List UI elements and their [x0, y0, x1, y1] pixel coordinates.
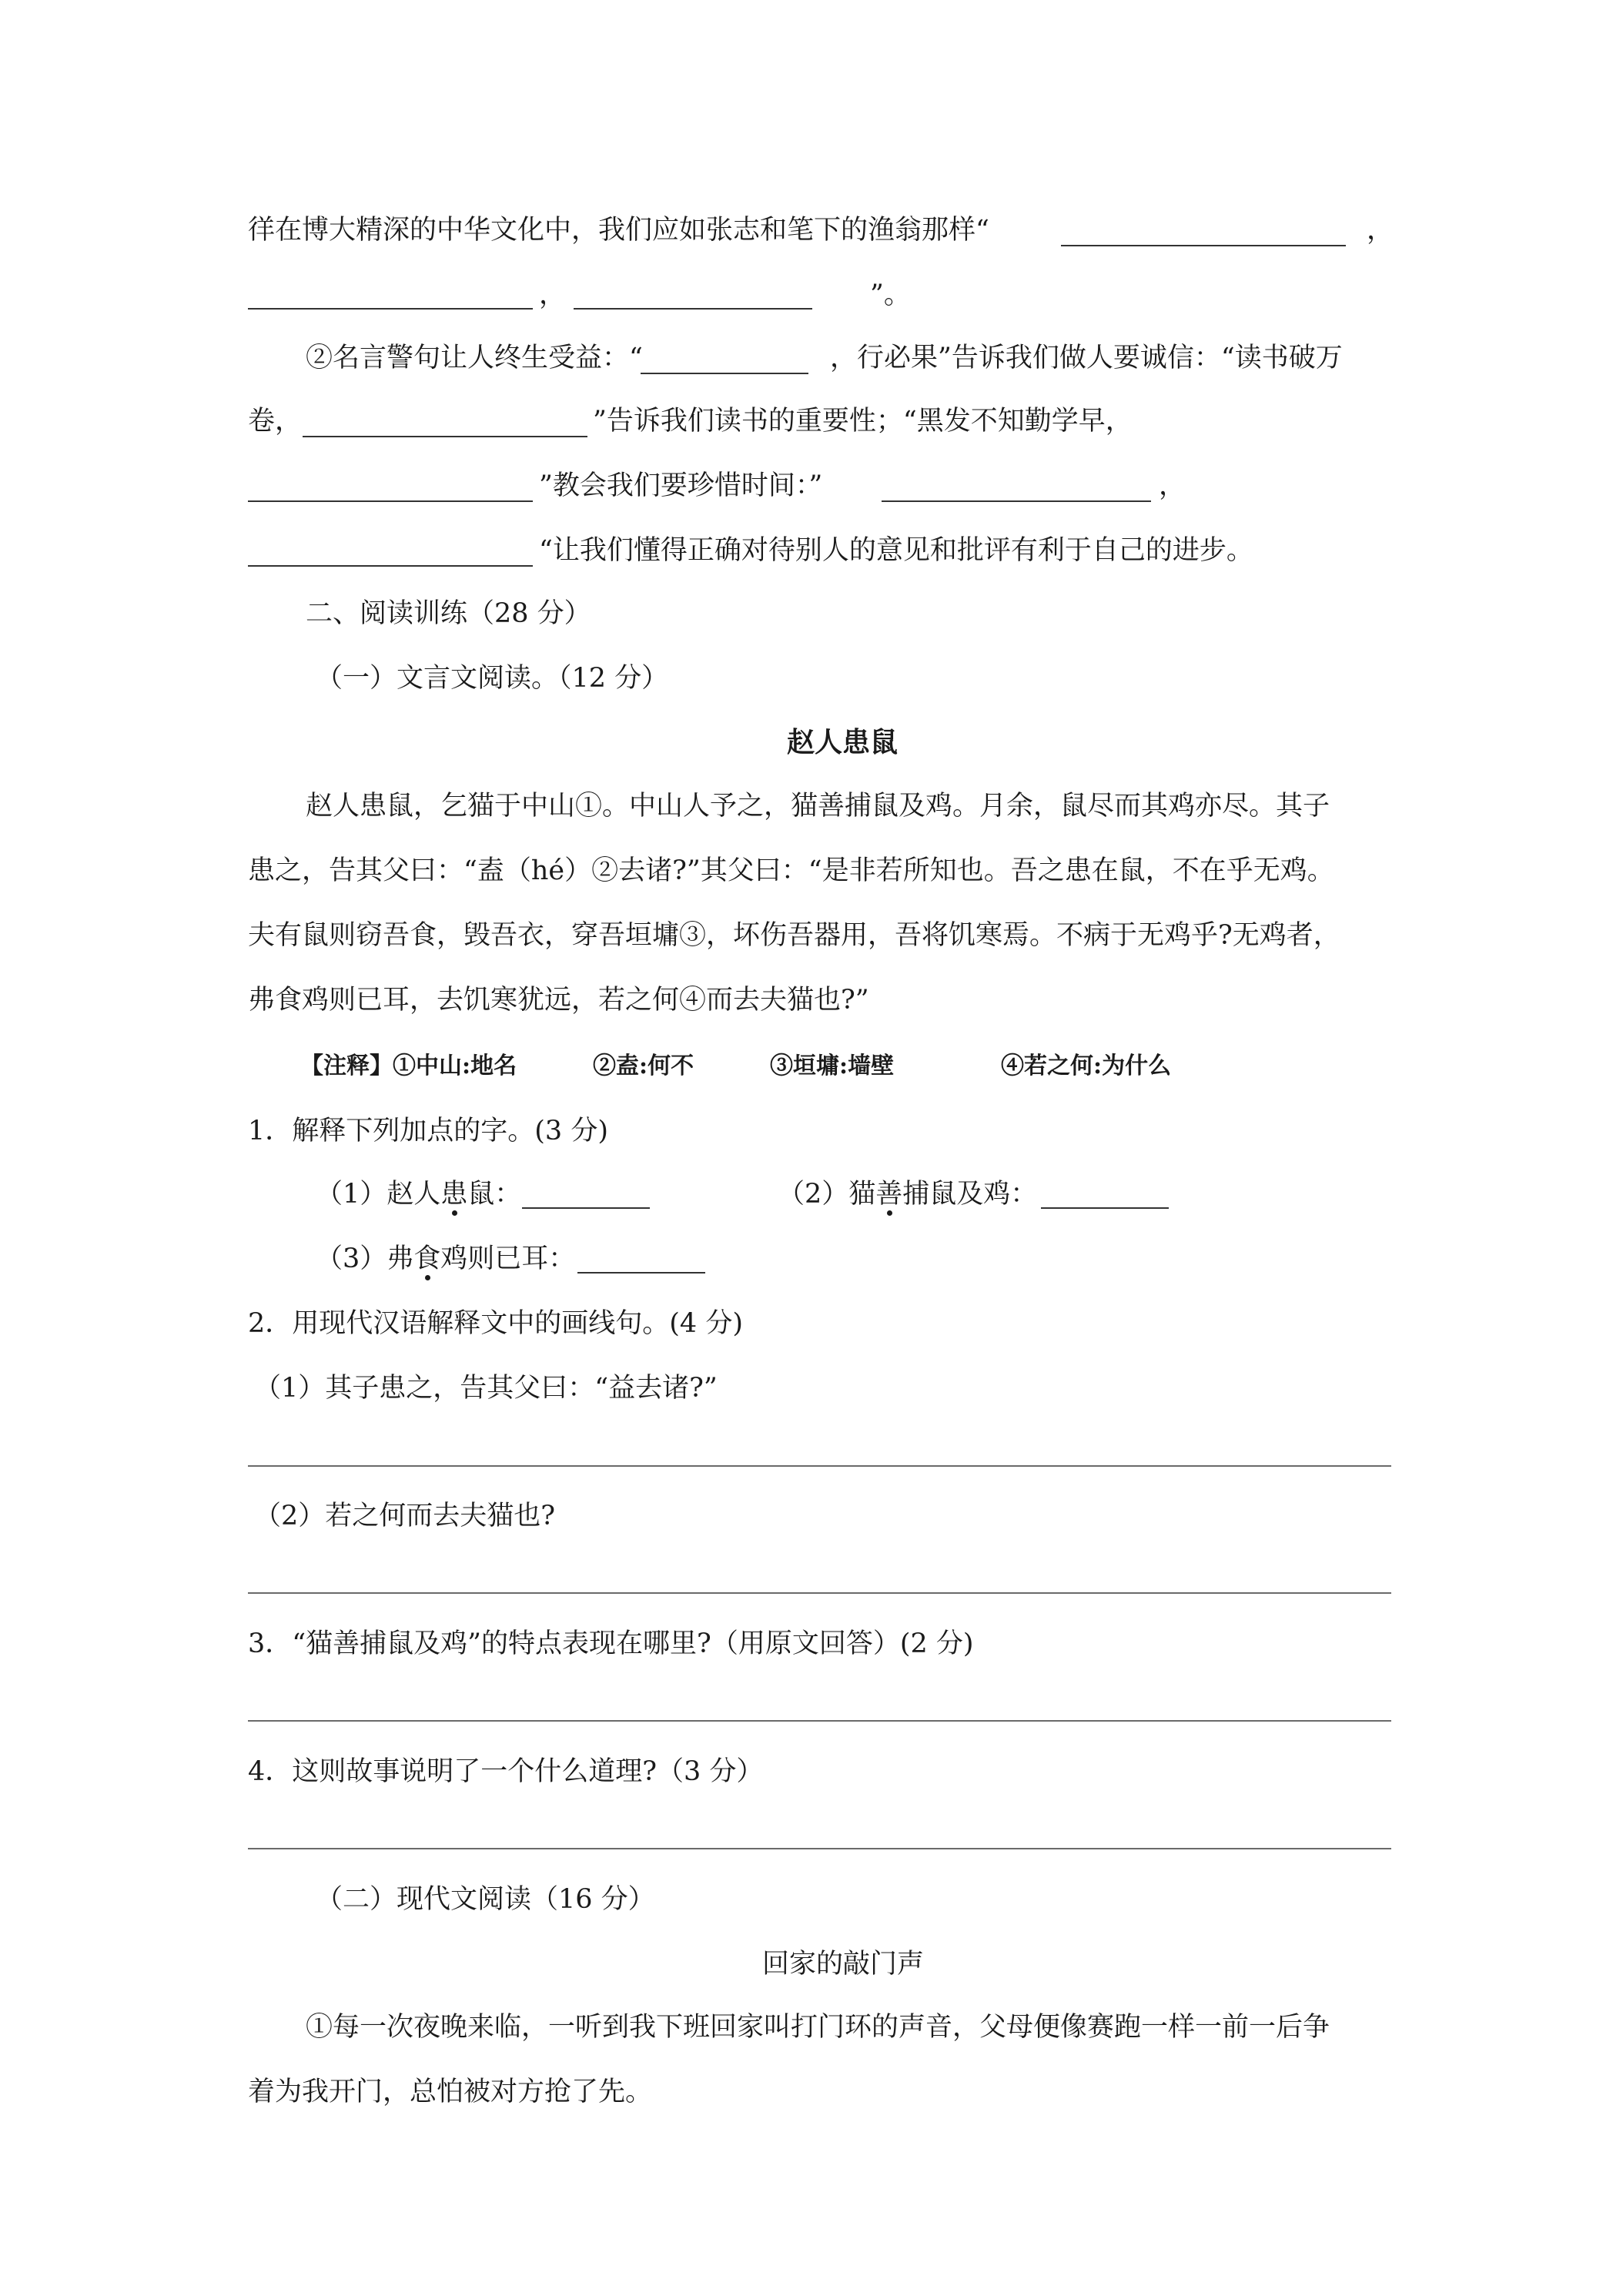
- comma: ，: [1159, 470, 1186, 501]
- answer-blank[interactable]: [577, 1272, 705, 1274]
- note-1: 【注释】①中山:地名: [300, 1053, 517, 1079]
- passage-line-1: ①每一次夜晚来临，一听到我下班回家叫打门环的声音，父母便像赛跑一样一前一后争: [306, 2012, 1330, 2043]
- answer-line[interactable]: [248, 1720, 1391, 1722]
- passage-line-1: 赵人患鼠，乞猫于中山①。中山人予之，猫善捕鼠及鸡。月余，鼠尽而其鸡亦尽。其子: [306, 791, 1330, 822]
- answer-blank[interactable]: [574, 308, 812, 310]
- comma: ，: [1367, 215, 1394, 246]
- intro-line-3a: ②名言警句让人终生受益：“: [306, 343, 643, 373]
- intro-line-4b: ”告诉我们读书的重要性；“黑发不知勤学早，: [593, 406, 1133, 437]
- answer-blank[interactable]: [1041, 1207, 1169, 1209]
- question-3: 3．“猫善捕鼠及鸡”的特点表现在哪里?（用原文回答）(2 分): [248, 1628, 974, 1659]
- answer-line[interactable]: [248, 1848, 1391, 1849]
- intro-line-3b: ，行必果”告诉我们做人要诚信：“读书破万: [830, 343, 1343, 373]
- question-1c: （3）弗食鸡则已耳：: [316, 1243, 576, 1274]
- answer-blank[interactable]: [1061, 245, 1346, 246]
- intro-line-5b: ”教会我们要珍惜时间：”: [539, 470, 823, 501]
- part-heading: （一）文言文阅读。（12 分）: [316, 663, 669, 694]
- answer-blank[interactable]: [248, 500, 533, 502]
- passage-title: 回家的敲门声: [762, 1949, 925, 1980]
- question-2: 2．用现代汉语解释文中的画线句。(4 分): [248, 1308, 743, 1339]
- passage-title: 赵人患鼠: [787, 726, 899, 758]
- part-heading: （二）现代文阅读（16 分）: [316, 1884, 655, 1915]
- intro-line-1: 徉在博大精深的中华文化中，我们应如张志和笔下的渔翁那样“: [248, 215, 989, 246]
- passage-line-2: 患之，告其父曰：“盍（hé）②去诸?”其父曰：“是非若所知也。吾之患在鼠，不在乎无鸡。: [248, 855, 1334, 886]
- emphasis-dot-char: 善: [875, 1179, 903, 1210]
- note-4: ④若之何:为什么: [1001, 1053, 1172, 1079]
- intro-line-6b: “让我们懂得正确对待别人的意见和批评有利于自己的进步。: [539, 535, 1253, 566]
- answer-line[interactable]: [248, 1592, 1391, 1594]
- passage-line-4: 弗食鸡则已耳，去饥寒犹远，若之何④而去夫猫也?”: [248, 985, 869, 1016]
- answer-blank[interactable]: [641, 373, 808, 374]
- answer-blank[interactable]: [303, 436, 587, 437]
- question-1: 1．解释下列加点的字。(3 分): [248, 1116, 608, 1146]
- answer-blank[interactable]: [522, 1207, 650, 1209]
- section-heading: 二、阅读训练（28 分）: [306, 598, 591, 629]
- passage-line-3: 夫有鼠则窃吾食，毁吾衣，穿吾垣墉③，坏伤吾器用，吾将饥寒焉。不病于无鸡乎?无鸡者，: [248, 920, 1340, 951]
- question-1a: （1）赵人患鼠：: [316, 1179, 522, 1210]
- emphasis-dot-char: 食: [413, 1243, 441, 1274]
- intro-line-4a: 卷，: [248, 406, 303, 437]
- answer-blank[interactable]: [248, 565, 533, 567]
- answer-blank[interactable]: [882, 500, 1151, 502]
- question-1b: （2）猫善捕鼠及鸡：: [778, 1179, 1038, 1210]
- question-2a: （1）其子患之，告其父曰：“益去诸?”: [254, 1373, 718, 1404]
- answer-blank[interactable]: [248, 308, 533, 310]
- note-3: ③垣墉:墙壁: [770, 1053, 895, 1079]
- comma: ，: [539, 279, 567, 310]
- closing-quote: ”。: [870, 279, 911, 310]
- emphasis-dot-char: 患: [440, 1179, 468, 1210]
- passage-line-2: 着为我开门，总怕被对方抢了先。: [248, 2077, 653, 2107]
- answer-line[interactable]: [248, 1465, 1391, 1467]
- question-4: 4．这则故事说明了一个什么道理?（3 分）: [248, 1756, 764, 1787]
- question-2b: （2）若之何而去夫猫也?: [254, 1501, 556, 1531]
- note-2: ②盍:何不: [593, 1053, 694, 1079]
